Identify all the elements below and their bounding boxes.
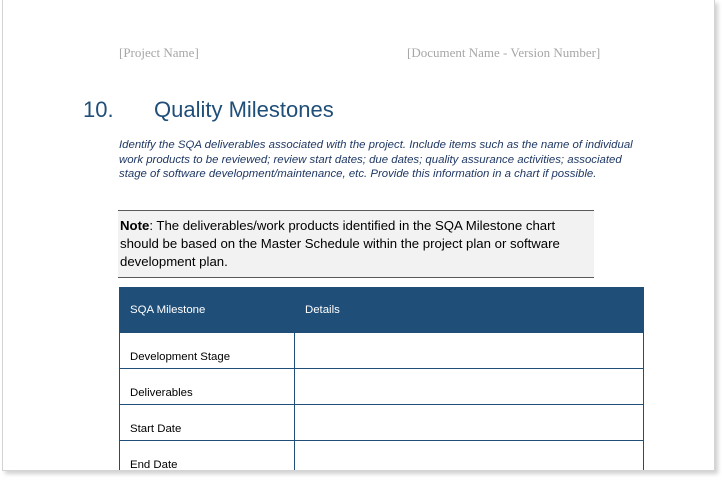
table-row	[120, 405, 644, 441]
table-row	[120, 441, 644, 472]
table-header-milestone: SQA Milestone	[120, 288, 295, 333]
details-cell[interactable]	[295, 405, 644, 441]
intro-paragraph: Identify the SQA deliverables associated with the project. Include items such as the name of individual work products to be reviewed; review start dates; due dates; quality assurance activities; associated stage of software development/maintenance, etc. Provide this information in a chart if possible.	[119, 139, 633, 180]
note-box	[118, 210, 594, 278]
header-project-name: [Project Name]	[119, 45, 199, 60]
table-header-row	[120, 288, 644, 333]
note-text: : The deliverables/work products identified in the SQA Milestone chart should be based on the Master Schedule within the project plan or software development plan.	[120, 218, 560, 269]
details-cell[interactable]	[295, 333, 644, 369]
details-cell[interactable]	[295, 369, 644, 405]
milestone-cell[interactable]: Start Date	[120, 405, 295, 441]
table-row	[120, 333, 644, 369]
milestone-cell[interactable]: Development Stage	[120, 333, 295, 369]
document-page	[2, 0, 715, 471]
details-cell[interactable]	[295, 441, 644, 472]
sqa-milestone-table	[119, 287, 644, 471]
milestone-cell[interactable]: Deliverables	[120, 369, 295, 405]
table-row	[120, 369, 644, 405]
section-title: Quality Milestones	[154, 97, 334, 122]
milestone-cell[interactable]: End Date	[120, 441, 295, 472]
note-label: Note	[120, 218, 150, 233]
table-header-details: Details	[295, 288, 644, 333]
section-number: 10.	[83, 97, 114, 122]
header-document-name: [Document Name - Version Number]	[407, 45, 601, 60]
